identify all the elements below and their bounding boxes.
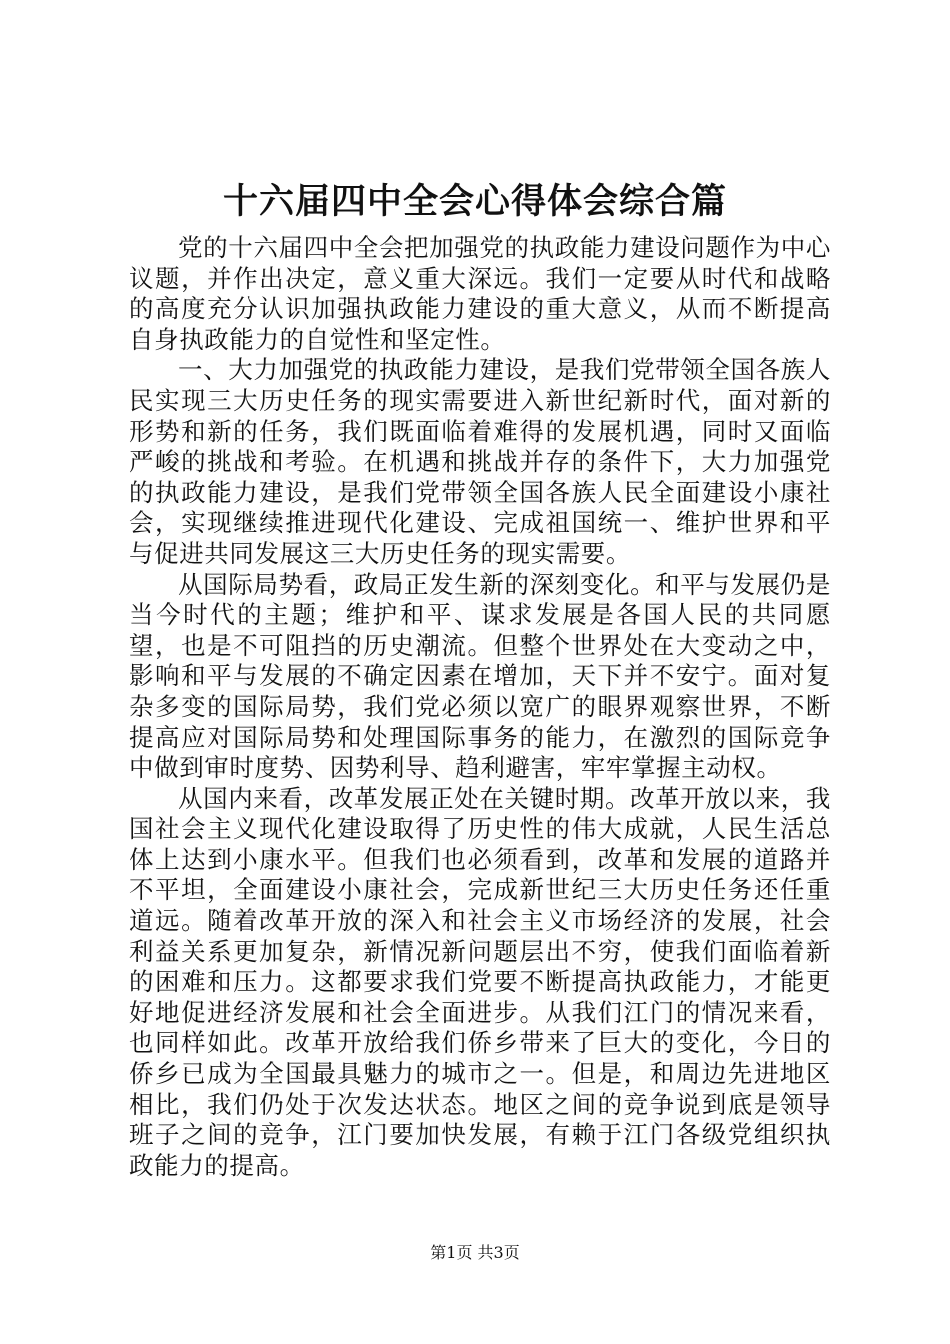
document-body [129,233,831,1181]
page-number-footer: 第1页 共3页 [430,1243,520,1262]
paragraph-domestic: 从国内来看，改革发展正处在关键时期。改革开放以来，我国社会主义现代化建设取得了历史性的伟大成就，人民生活总体上达到小康水平。但我们也必须看到，改革和发展的道路并不平坦，全面建设小康社会，完成新世纪三大历史任务还任重道远。随着改革开放的深入和社会主义市场经济的发展，社会利益关系更加复杂，新情况新问题层出不穷，使我们面临着新的困难和压力。这都要求我们党要不断提高执政能力，才能更好地促进经济发展和社会全面进步。从我们江门的情况来看，也同样如此。改革开放给我们侨乡带来了巨大的变化，今日的侨乡已成为全国最具魅力的城市之一。但是，和周边先进地区相比，我们仍处于次发达状态。地区之间的竞争说到底是领导班子之间的竞争，江门要加快发展，有赖于江门各级党组织执政能力的提高。 [129,783,831,1180]
paragraph-section-one: 一、大力加强党的执政能力建设，是我们党带领全国各族人民实现三大历史任务的现实需要进入新世纪新时代，面对新的形势和新的任务，我们既面临着难得的发展机遇，同时又面临严峻的挑战和考验。在机遇和挑战并存的条件下，大力加强党的执政能力建设，是我们党带领全国各族人民全面建设小康社会，实现继续推进现代化建设、完成祖国统一、维护世界和平与促进共同发展这三大历史任务的现实需要。 [129,355,831,568]
paragraph-international: 从国际局势看，政局正发生新的深刻变化。和平与发展仍是当今时代的主题；维护和平、谋求发展是各国人民的共同愿望，也是不可阻挡的历史潮流。但整个世界处在大变动之中，影响和平与发展的不确定因素在增加，天下并不安宁。面对复杂多变的国际局势，我们党必须以宽广的眼界观察世界，不断提高应对国际局势和处理国际事务的能力，在激烈的国际竞争中做到审时度势、因势利导、趋利避害，牢牢掌握主动权。 [129,569,831,783]
paragraph-intro: 党的十六届四中全会把加强党的执政能力建设问题作为中心议题，并作出决定，意义重大深远。我们一定要从时代和战略的高度充分认识加强执政能力建设的重大意义，从而不断提高自身执政能力的自觉性和坚定性。 [129,233,831,354]
document-title: 十六届四中全会心得体会综合篇 [222,181,727,222]
